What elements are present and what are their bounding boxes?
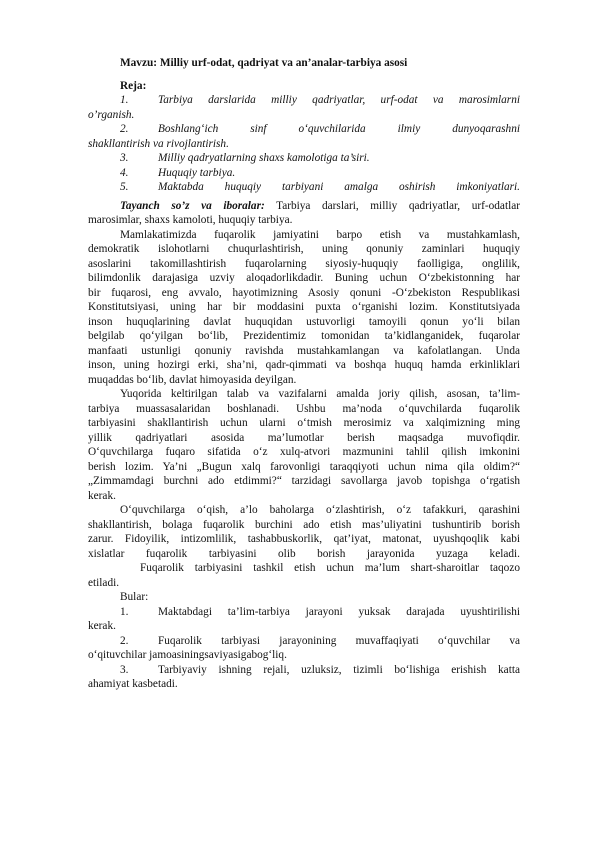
condition-item-number: 3. [120,663,129,676]
paragraph-line: manfaati ustunligi qonuniy ravishda mustahkamlangan va kafolatlangan. Unda [88,344,520,357]
paragraph-1 [88,228,520,388]
paragraph-line: yillik qadriyatlari asosida ma’lumotlar berish maqsadga muvofiqdir. [88,431,520,444]
condition-item-text: Fuqarolik tarbiyasi jarayonining muvaffaqiyati o‘quvchilar va [158,634,520,647]
keywords-section [88,199,520,228]
paragraph-line: Fuqarolik tarbiyasini tashkil etish uchun ma’lum shart-sharoitlar taqozo [140,562,520,574]
paragraph-line: Yuqorida keltirilgan talab va vazifalarni amalda joriy qilish, asosan, ta’lim- [120,388,520,400]
plan-item [88,166,520,181]
plan-heading: Reja: [120,79,147,92]
paragraph-line: O‘quvchilarga o‘qish, a’lo baholarga o‘zlashtirish, o‘z tafakkuri, qarashini [120,504,520,516]
keywords-label: Tayanch so’z va iboralar: [120,199,265,212]
plan-item [88,93,520,122]
document-title: Mavzu: Milliy urf-odat, qadriyat va an’analar-tarbiya asosi [120,57,408,69]
plan-list [88,93,520,195]
plan-item-number: 3. [120,152,129,164]
condition-item-number: 1. [120,605,129,618]
plan-item-text: Tarbiya darslarida milliy qadriyatlar, urf-odat va marosimlarni [158,94,520,106]
paragraph-4 [88,561,520,590]
plan-item [88,151,520,166]
paragraph-line: inson, uning hozirgi erki, sha’ni, qadr-qimmati va boshqa huquq hamda erkinliklari [88,359,520,371]
paragraph-2 [88,387,520,503]
plan-item [88,122,520,151]
condition-item-text-cont: ahamiyat kasbetadi. [88,678,178,690]
paragraph-line: tarbiyasini shakllantirish uchun ularni o‘tmish merosimiz va xalqimizning ming [88,417,520,429]
condition-item-text: Maktabdagi ta’lim-tarbiya jarayoni yuksak darajada uyushtirilishi [158,605,520,618]
paragraph-line: berish lozim. Ya’ni „Bugun xalq farovonligi taraqqiyoti uchun nima qila oldim?“ [88,460,520,473]
keywords-text: Tarbiya darslari, milliy qadriyatlar, urf-odatlar [264,199,520,212]
condition-item [88,634,520,663]
paragraph-line: O‘quvchilarga fuqaro sifatida o‘z xulq-atvori mazmunini tahlil qilish imkonini [88,446,520,458]
condition-item-text-cont: kerak. [88,620,116,632]
plan-item-text-cont: o’rganish. [88,108,135,121]
plan-item-number: 5. [120,181,129,193]
condition-item-text-cont: o‘qituvchilar jamoasiningsaviyasigabog‘liq. [88,649,287,661]
plan-item-number: 2. [120,123,129,135]
paragraph-line: kerak. [88,489,116,502]
paragraph-line: etiladi. [88,576,120,589]
paragraph-line: belgilab qo‘yilgan bo‘lib, Prezidentimiz tomonidan ta’kidlanganidek, fuqarolar [88,330,520,342]
plan-item-text: Milliy qadryatlarning shaxs kamolotiga ta’siri. [158,152,370,164]
paragraph-line: demokratik islohotlarni chuqurlashtirish, uning qonuniy zaminlari huquqiy [88,243,520,255]
condition-item-number: 2. [120,634,129,647]
plan-item-text: Huquqiy tarbiya. [158,166,236,179]
condition-item-text: Tarbiyaviy ishning rejali, uzluksiz, tizimli bo‘lishiga erishish katta [158,663,520,676]
paragraph-line: „Zimmamdagi burchni ado etdimmi?“ tarzidagi savollarga javob topishga o‘rgatish [88,475,520,487]
plan-item [88,180,520,195]
keywords-text-cont: marosimlar, shaxs kamoloti, huquqiy tarbiya. [88,214,293,226]
paragraph-line: xislatlar fuqarolik tarbiyasini olib borish jarayonida yuzaga keladi. [88,547,520,560]
conditions-list [88,605,520,692]
condition-item [88,605,520,634]
paragraph-line: bir fuqarosi, eng avvalo, hayotimizning Asosiy qonuni -O‘zbekiston Respublikasi [88,286,520,299]
paragraph-line: tarbiya muassasalaridan boshlanadi. Ushbu ma’noda o‘quvchilarda fuqarolik [88,402,520,415]
paragraph-line: Mamlakatimizda fuqarolik jamiyatini barpo etish va mustahkamlash, [120,228,520,241]
paragraph-line: shakllantirish, bolaga fuqarolik burchini ado etish mas’uliyatini tushuntirib borish [88,518,520,531]
paragraph-line: zarur. Fidoyilik, intizomlilik, tashabbuskorlik, qat’iyat, matonat, uyushqoqlik kabi [88,533,520,545]
plan-item-text-cont: shakllantirish va rivojlantirish. [88,137,229,150]
plan-item-number: 1. [120,94,129,106]
paragraph-line: inson huquqlarining davlat huquqidan ustuvorligi tamoyili qonun yo‘li bilan [88,315,520,328]
plan-item-text: Boshlang‘ich sinf o‘quvchilarida ilmiy dunyoqarashni [158,123,520,135]
conditions-heading: Bular: [120,591,149,603]
condition-item [88,663,520,692]
paragraph-line: bilimdonlik darajasiga uzviy aloqadorlikdadir. Buning uchun O‘zbekistonning har [88,272,520,284]
paragraph-line: Konstitutsiyasi, uning har bir moddasini puxta o‘rganishi lozim. Konstitutsiyada [88,301,520,313]
paragraph-3 [88,503,520,561]
paragraph-line: muqaddas bo‘lib, davlat himoyasida deyilgan. [88,373,297,386]
plan-item-text: Maktabda huquqiy tarbiyani amalga oshirish imkoniyatlari. [158,181,520,193]
plan-item-number: 4. [120,166,129,179]
document-body [88,56,520,692]
paragraph-line: asoslarini takomillashtirish fuqarolarning siyosiy-huquqiy faolligiga, onglilik, [88,257,520,270]
